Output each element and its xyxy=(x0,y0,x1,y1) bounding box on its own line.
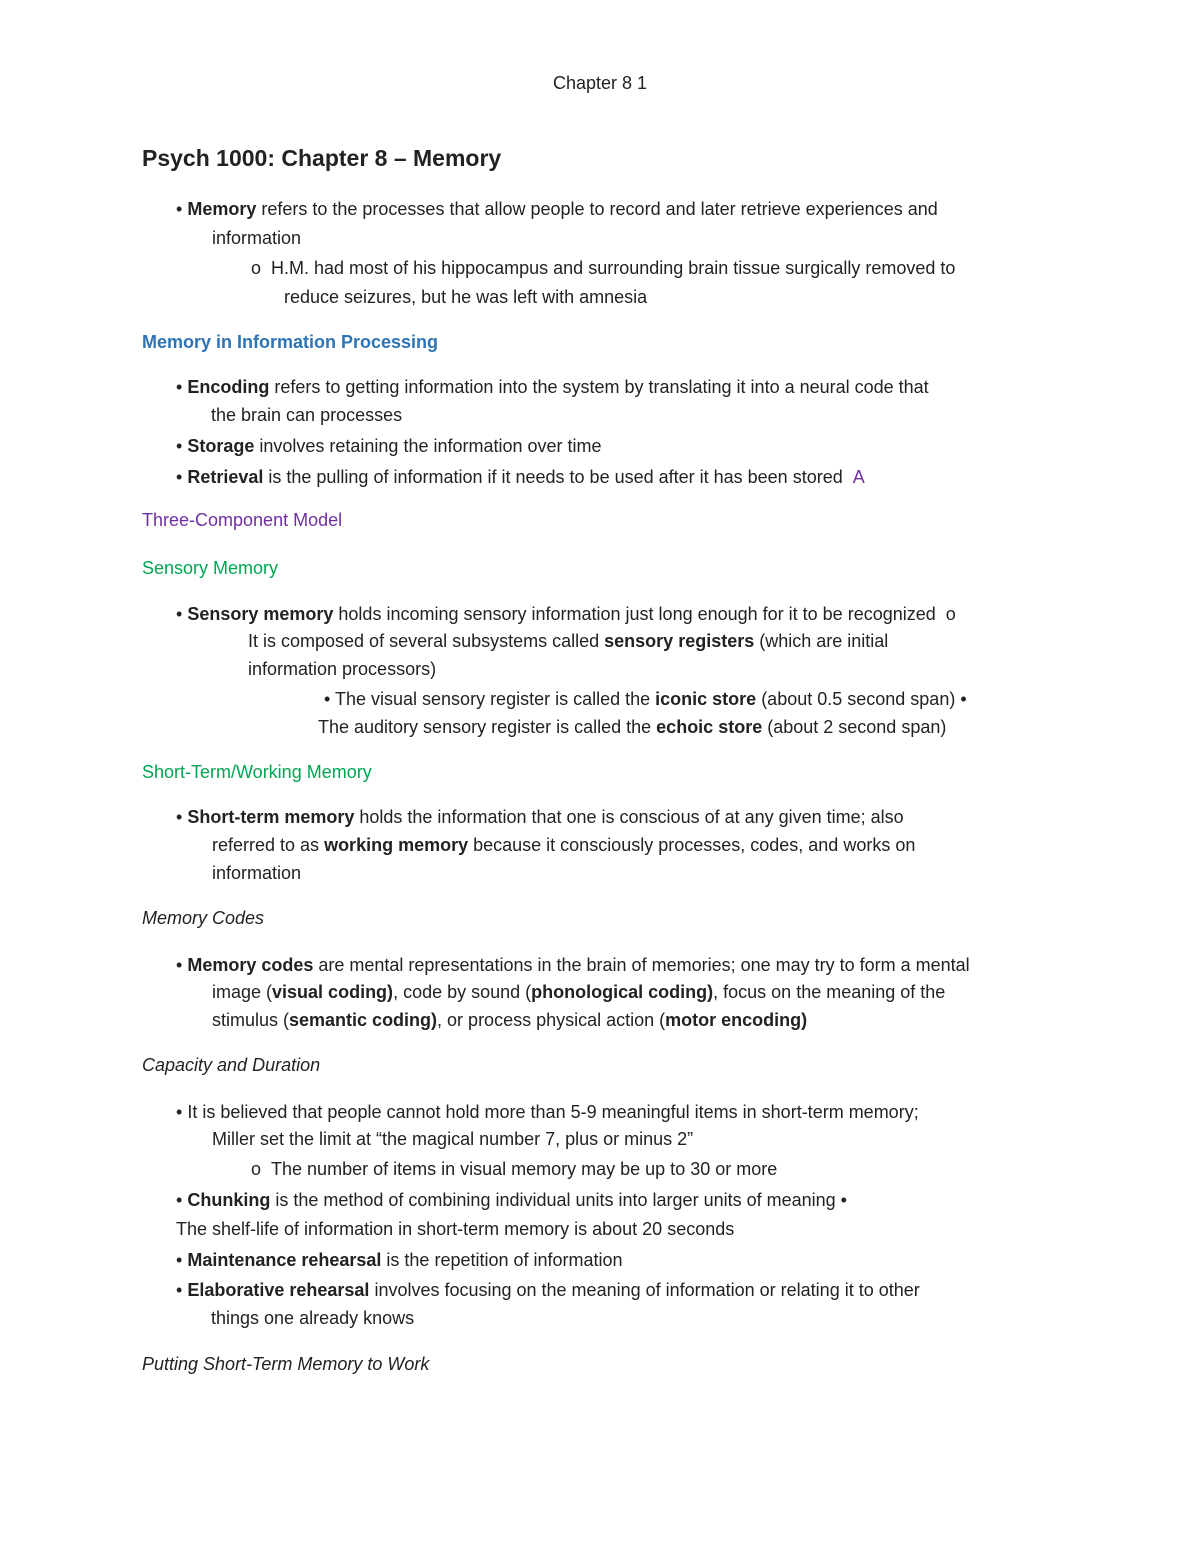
circle-bullet-icon: o xyxy=(251,258,262,278)
list-item-cont: things one already knows xyxy=(211,1308,415,1328)
bullet-icon: • xyxy=(176,807,183,827)
section-heading: Capacity and Duration xyxy=(142,1055,321,1075)
section-heading: Memory in Information Processing xyxy=(142,332,439,352)
list-item: • Encoding refers to getting information into the system by translating it into a neural code that xyxy=(176,377,929,397)
circle-bullet-icon: o xyxy=(945,604,956,624)
bullet-icon: • xyxy=(840,1190,847,1210)
list-item: • Retrieval is the pulling of information if it needs to be used after it has been stored A xyxy=(176,467,865,487)
list-item-cont: stimulus (semantic coding), or process physical action (motor encoding) xyxy=(212,1010,808,1030)
bullet-icon: • xyxy=(176,377,183,397)
list-item-cont: Miller set the limit at “the magical number 7, plus or minus 2” xyxy=(212,1129,694,1149)
list-item: • Storage involves retaining the information over time xyxy=(176,436,602,456)
list-item: • Elaborative rehearsal involves focusing on the meaning of information or relating it to other xyxy=(176,1280,920,1300)
bullet-icon: • xyxy=(176,199,183,219)
bullet-icon: • xyxy=(176,1102,183,1122)
list-item-cont: image (visual coding), code by sound (phonological coding), focus on the meaning of the xyxy=(212,982,946,1002)
section-heading: Sensory Memory xyxy=(142,558,279,578)
sub-sub-list-item: • The visual sensory register is called the iconic store (about 0.5 second span) • xyxy=(324,689,967,709)
page-header: Chapter 8 1 xyxy=(552,73,648,93)
list-item: • It is believed that people cannot hold more than 5-9 meaningful items in short-term memory; xyxy=(176,1102,919,1122)
list-item-cont: information xyxy=(212,863,302,883)
circle-bullet-icon: o xyxy=(251,1159,262,1179)
section-heading: Short-Term/Working Memory xyxy=(142,762,372,782)
bullet-icon: • xyxy=(960,689,967,709)
list-item: • Memory codes are mental representations in the brain of memories; one may try to form a mental xyxy=(176,955,970,975)
sub-list-item-cont: information processors) xyxy=(248,659,437,679)
list-item-cont: referred to as working memory because it consciously processes, codes, and works on xyxy=(212,835,916,855)
list-item: • Maintenance rehearsal is the repetition of information xyxy=(176,1250,623,1270)
bullet-icon: • xyxy=(176,1190,183,1210)
bullet-icon: • xyxy=(176,436,183,456)
sub-list-item: o The number of items in visual memory may be up to 30 or more xyxy=(251,1159,778,1179)
sub-list-item-cont: reduce seizures, but he was left with amnesia xyxy=(284,287,648,307)
bullet-icon: • xyxy=(324,689,331,709)
bullet-icon: • xyxy=(176,1250,183,1270)
section-heading: Three-Component Model xyxy=(142,510,343,530)
list-item-cont: the brain can processes xyxy=(211,405,403,425)
bullet-icon: • xyxy=(176,467,183,487)
bullet-icon: • xyxy=(176,955,183,975)
page-title: Psych 1000: Chapter 8 – Memory xyxy=(142,145,502,171)
sub-list-item: o H.M. had most of his hippocampus and surrounding brain tissue surgically removed to xyxy=(251,258,956,278)
list-item: • Short-term memory holds the information that one is conscious of at any given time; also xyxy=(176,807,904,827)
bullet-icon: • xyxy=(176,604,183,624)
list-item: • Memory refers to the processes that allow people to record and later retrieve experiences and xyxy=(176,199,938,219)
list-item-cont: information xyxy=(212,228,302,248)
list-item: • Sensory memory holds incoming sensory information just long enough for it to be recognized o xyxy=(176,604,956,624)
section-heading: Memory Codes xyxy=(142,908,265,928)
list-item: • Chunking is the method of combining individual units into larger units of meaning • xyxy=(176,1190,847,1210)
bullet-icon: • xyxy=(176,1280,183,1300)
section-heading: Putting Short-Term Memory to Work xyxy=(142,1354,430,1374)
list-item-cont: The shelf-life of information in short-term memory is about 20 seconds xyxy=(176,1219,735,1239)
sub-list-item: It is composed of several subsystems called sensory registers (which are initial xyxy=(248,631,889,651)
annotation-mark: A xyxy=(852,467,865,487)
sub-sub-list-item: The auditory sensory register is called the echoic store (about 2 second span) xyxy=(318,717,947,737)
